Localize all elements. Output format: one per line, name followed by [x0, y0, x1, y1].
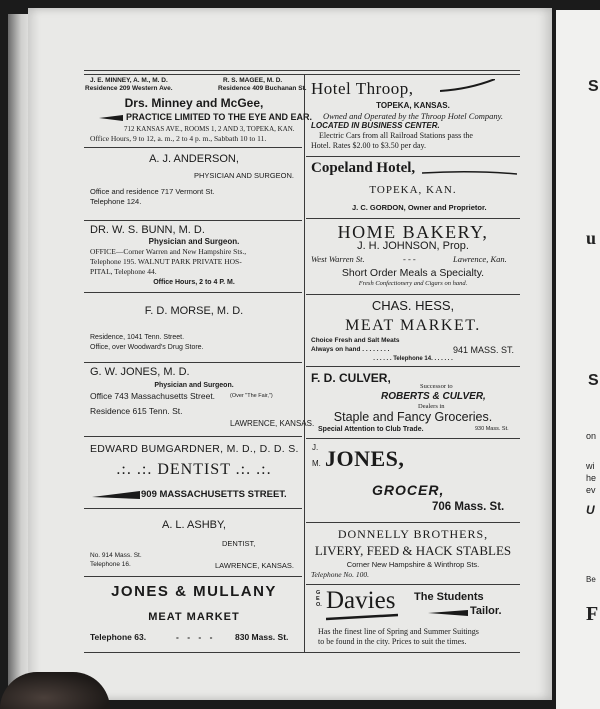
jm-jones-address: 706 Mass. St. [432, 501, 505, 513]
gw-jones-fair: (Over "The Fair,") [230, 393, 273, 399]
copeland-owner: J. C. GORDON, Owner and Proprietor. [352, 203, 487, 212]
jones-mullany-phone: Telephone 63. [90, 632, 147, 642]
magee-residence: Residence 409 Buchanan St. [218, 85, 307, 92]
gw-jones-residence: Residence 615 Tenn. St. [90, 406, 183, 416]
pointing-hand-icon [92, 491, 140, 499]
throop-line1: Electric Cars from all Railroad Stations pass the [319, 131, 473, 140]
bunn-hours: Office Hours, 2 to 4 P. M. [153, 279, 235, 286]
minney-residence: Residence 209 Western Ave. [85, 85, 173, 92]
flourish-icon [422, 168, 517, 176]
throop-owned: Owned and Operated by the Throop Hotel Company. [322, 111, 504, 121]
divider [306, 438, 520, 439]
next-page-text: ev [586, 485, 596, 495]
morse-office: Office, over Woodward's Drug Store. [90, 344, 204, 351]
anderson-phone: Telephone 124. [90, 197, 142, 206]
culver-dealers: Dealers in [418, 403, 445, 410]
ashby-city: LAWRENCE, KANSAS. [215, 561, 294, 570]
gw-jones-city: LAWRENCE, KANSAS. [230, 419, 315, 428]
bakery-fresh: Fresh Confectionery and Cigars on hand. [358, 280, 468, 287]
culver-name: F. D. CULVER, [311, 371, 391, 385]
magee-name: R. S. MAGEE, M. D. [223, 77, 283, 84]
next-page-text: on [586, 431, 597, 441]
next-page-text: S [588, 372, 599, 389]
throop-line2: Hotel. Rates $2.00 to $3.50 per day. [311, 141, 427, 150]
bunn-role: Physician and Surgeon. [148, 237, 240, 246]
divider [84, 362, 302, 363]
bunn-line3: PITAL, Telephone 44. [90, 267, 157, 276]
divider [84, 436, 302, 437]
divider [84, 220, 302, 221]
davies-line2: to be found in the city. Prices to suit the times. [318, 637, 467, 646]
next-page-edge [556, 10, 600, 709]
gw-jones-name: G. W. JONES, M. D. [90, 366, 190, 378]
donnelly-phone: Telephone No. 100. [311, 570, 370, 579]
divider [306, 294, 520, 295]
flourish-icon [440, 79, 495, 93]
divider [84, 576, 302, 577]
bumgardner-name: EDWARD BUMGARDNER, M. D., D. D. S. [90, 443, 299, 455]
jones-mullany-sub: MEAT MARKET [148, 611, 240, 623]
pointing-hand-icon [428, 610, 468, 616]
divider [84, 508, 302, 509]
bunn-line2: Telephone 195. WALNUT PARK PRIVATE HOS- [90, 257, 242, 266]
next-page-text: S [588, 78, 599, 95]
davies-tailor: Tailor. [470, 605, 502, 617]
bakery-meals: Short Order Meals a Specialty. [341, 267, 485, 279]
next-page-text: Be [586, 575, 596, 584]
hess-phone: . . . . . . Telephone 14. . . . . . . [373, 356, 453, 362]
divider [306, 156, 520, 157]
divider [306, 522, 520, 523]
throop-located: LOCATED IN BUSINESS CENTER. [311, 121, 440, 130]
davies-geo: GEO. [316, 590, 322, 608]
bumgardner-dentist: .:. .:. DENTIST .:. .:. [116, 461, 272, 478]
throop-name: Hotel Throop, [311, 79, 414, 98]
bunn-name: DR. W. S. BUNN, M. D. [90, 224, 205, 236]
morse-residence: Residence, 1041 Tenn. Street. [90, 334, 185, 341]
page-edge [8, 14, 30, 704]
morse-name: F. D. MORSE, M. D. [144, 305, 244, 317]
culver-staple: Staple and Fancy Groceries. [333, 410, 493, 424]
next-page-text: wi [586, 461, 595, 471]
donnelly-name: DONNELLY BROTHERS, [337, 527, 489, 541]
bakery-city: Lawrence, Kan. [453, 254, 507, 264]
donnelly-corner: Corner New Hampshire & Winthrop Sts. [346, 560, 480, 569]
hess-name: CHAS. HESS, [371, 298, 455, 313]
minney-practice: PRACTICE LIMITED TO THE EYE AND EAR. [126, 112, 313, 122]
jm-jones-grocer: GROCER, [372, 482, 445, 498]
top-rule [84, 70, 520, 71]
ashby-role: DENTIST, [222, 539, 256, 548]
culver-address: 930 Mass. St. [475, 426, 509, 432]
throop-city: TOPEKA, KANSAS. [376, 101, 450, 110]
divider [306, 584, 520, 585]
column-divider [304, 74, 305, 652]
culver-successor: Successor to [420, 383, 453, 390]
hess-always: Always on hand . . . . . . . . [311, 346, 390, 353]
bakery-name: HOME BAKERY, [337, 222, 489, 242]
next-page-text: u [586, 228, 597, 248]
bunn-line1: OFFICE—Corner Warren and New Hampshire Sts., [90, 247, 247, 256]
next-page-text: F [586, 603, 599, 625]
divider [306, 366, 520, 367]
jones-mullany-dashes: - - - - [176, 632, 216, 642]
bakery-dashes: - - - [403, 254, 416, 264]
jones-mullany-address: 830 Mass. St. [235, 632, 289, 642]
donnelly-livery: LIVERY, FEED & HACK STABLES [314, 543, 512, 558]
flourish-icon [326, 613, 398, 621]
bakery-street: West Warren St. [311, 254, 365, 264]
ashby-name: A. L. ASHBY, [161, 519, 226, 531]
jm-jones-name: JONES, [325, 446, 405, 471]
minney-address: 712 KANSAS AVE., ROOMS 1, 2 AND 3, TOPEKA, KAN. [124, 125, 295, 133]
anderson-office: Office and residence 717 Vermont St. [90, 187, 215, 196]
ashby-phone: Telephone 16. [90, 561, 131, 568]
minney-hours: Office Hours, 9 to 12, a. m., 2 to 4 p. m., Sabbath 10 to 11. [90, 134, 267, 143]
gw-jones-role: Physician and Surgeon. [154, 382, 234, 389]
next-page-text: he [586, 473, 597, 483]
minney-name: J. E. MINNEY, A. M., M. D. [90, 77, 168, 84]
divider [306, 218, 520, 219]
next-page-text: U [586, 503, 595, 517]
jm-jones-initial-m: M. [312, 459, 321, 468]
top-rule-2 [84, 74, 520, 75]
pointing-hand-icon [99, 114, 123, 122]
anderson-name: A. J. ANDERSON, [149, 153, 239, 165]
copeland-name: Copeland Hotel, [311, 160, 416, 176]
minney-title: Drs. Minney and McGee, [124, 96, 264, 110]
bumgardner-address: 909 MASSACHUSETTS STREET. [141, 489, 287, 500]
ashby-address: No. 914 Mass. St. [90, 552, 142, 559]
jm-jones-initial-j: J. [312, 443, 319, 452]
document-page [28, 8, 552, 700]
bakery-prop: J. H. JOHNSON, Prop. [357, 240, 469, 252]
culver-special: Special Attention to Club Trade. [318, 426, 424, 433]
hess-choice: Choice Fresh and Salt Meats [311, 337, 400, 344]
anderson-role: PHYSICIAN AND SURGEON. [194, 171, 295, 180]
thumb [0, 672, 110, 709]
gw-jones-office: Office 743 Massachusetts Street. [90, 391, 216, 401]
davies-students: The Students [414, 591, 484, 603]
hess-address: 941 MASS. ST. [453, 345, 515, 355]
davies-name: Davies [326, 587, 396, 614]
bottom-rule [84, 652, 520, 653]
divider [84, 292, 302, 293]
copeland-city: TOPEKA, KAN. [369, 184, 457, 196]
culver-firm: ROBERTS & CULVER, [381, 391, 486, 402]
davies-line1: Has the finest line of Spring and Summer Suitings [318, 627, 479, 636]
divider [84, 147, 302, 148]
jones-mullany-name: JONES & MULLANY [111, 583, 277, 600]
hess-market: MEAT MARKET. [345, 317, 481, 334]
